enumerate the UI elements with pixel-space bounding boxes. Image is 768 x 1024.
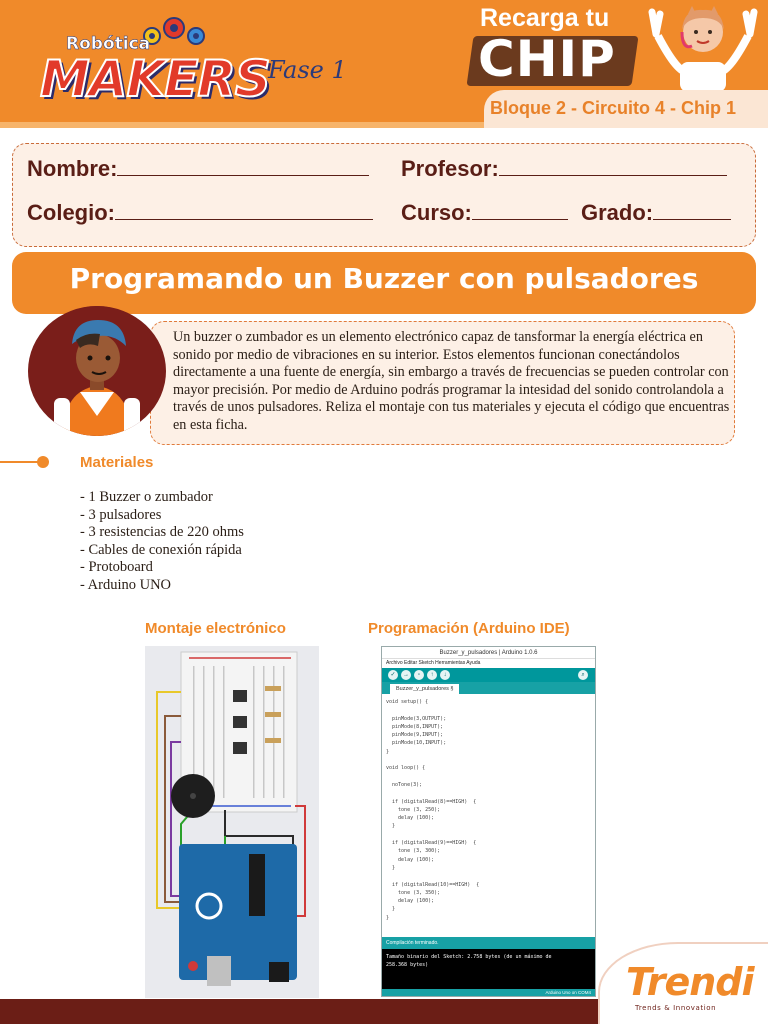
girl-mascot-illustration [648, 4, 758, 92]
chip-badge [470, 26, 640, 88]
intro-box [150, 321, 735, 445]
materials-rule [0, 461, 42, 463]
robotica-makers-logo [40, 12, 360, 112]
logo-fase-text: Fase 1 [268, 56, 347, 84]
boy-avatar-illustration [28, 306, 166, 436]
grado-field[interactable] [581, 200, 731, 226]
colegio-field[interactable] [27, 200, 373, 226]
arduino-ide-screenshot [381, 646, 596, 997]
list-item: - Protoboard [80, 559, 153, 576]
colegio-label: Colegio: [27, 200, 115, 225]
upload-icon: → [403, 672, 409, 678]
colegio-blank[interactable] [115, 200, 373, 220]
ide-board-footer: Arduino Uno on COM4 [382, 989, 595, 997]
trendi-logo: Trendi [626, 960, 754, 1004]
materials-list [80, 489, 244, 595]
profesor-label: Profesor: [401, 156, 499, 181]
ide-tabs [382, 682, 595, 694]
list-item: - Cables de conexión rápida [80, 541, 242, 558]
serial-monitor-icon: ⌕ [578, 670, 588, 680]
bloque-text: Bloque 2 - Circuito 4 - Chip 1 [490, 98, 737, 118]
curso-label: Curso: [401, 200, 472, 225]
montaje-title: Montaje electrónico [145, 620, 286, 637]
ide-toolbar [382, 668, 595, 682]
open-icon: ↑ [427, 670, 437, 680]
grado-blank[interactable] [653, 200, 731, 220]
logo-robotica-text: Robótica [66, 34, 151, 54]
logo-makers-text: MAKERS [40, 50, 270, 108]
ide-status-bar: Compilación terminado. [382, 937, 595, 949]
sketch-tab: Buzzer_y_pulsadores § [390, 684, 459, 694]
materials-title: Materiales [80, 454, 154, 471]
list-item: - Arduino UNO [80, 576, 172, 593]
verify-icon: ✓ [388, 670, 398, 680]
ide-console: Tamaño binario del Sketch: 2.758 bytes (de un máximo de 258.368 bytes) [382, 949, 595, 989]
curso-field[interactable] [401, 200, 568, 226]
ide-menu-bar: Archivo Editar Sketch Herramientas Ayuda [386, 660, 481, 666]
profesor-field[interactable] [401, 156, 727, 182]
materials-bullet-dot [37, 456, 49, 468]
bloque-label [484, 90, 768, 128]
circuit-diagram-image [145, 646, 319, 998]
page-title: Programando un Buzzer con pulsadores [69, 262, 699, 295]
title-bar [12, 252, 756, 314]
grado-label: Grado: [581, 200, 654, 225]
new-icon: ▫ [414, 670, 424, 680]
save-icon: ↓ [440, 670, 450, 680]
list-item: - 1 Buzzer o zumbador [80, 489, 213, 505]
list-item: - 3 resistencias de 220 ohms [80, 524, 244, 541]
nombre-field[interactable] [27, 156, 369, 182]
nombre-label: Nombre: [27, 156, 118, 181]
trendi-tagline: Trends & Innovation [635, 1004, 717, 1012]
intro-text: Un buzzer o zumbador es un elemento electrónico capaz de tansformar la energía eléctrica en sonido por medio de vibraciones en su interior. Estos elementos funcionan conectándolos directamente a una fuente de energía, sin embargo a través de frecuencias se pueden controlar con mayor precisión. Por medio de Arduino podrás programar la intesidad del sonido controlandola a través de unos pulsadores. Reliza el montaje con tus materiales y ejecuta el código que encuentras en esta ficha. [173, 329, 730, 433]
programacion-title: Programación (Arduino IDE) [368, 620, 570, 637]
curso-blank[interactable] [472, 200, 568, 220]
profesor-blank[interactable] [499, 156, 727, 176]
student-info-form [12, 143, 756, 247]
list-item: - 3 pulsadores [80, 506, 162, 523]
ide-window-title: Buzzer_y_pulsadores | Arduino 1.0.6 [382, 647, 595, 659]
nombre-blank[interactable] [117, 156, 369, 176]
ide-code-editor: void setup() { pinMode(3,OUTPUT); pinMode(8,INPUT); pinMode(9,INPUT); pinMode(10,INPUT); } void loop() { noTone(3); if (digitalRead(8)==HIGH) { tone (3, 250); delay (100); } if (digitalRead(9)==HIGH) { tone (3, 300); delay (100); } if (digitalRead(10)==HIGH) { tone (3, 350); delay (100); } } [382, 696, 595, 936]
chip-text: CHIP [478, 30, 616, 88]
recarga-text: Recarga tu [480, 4, 610, 32]
